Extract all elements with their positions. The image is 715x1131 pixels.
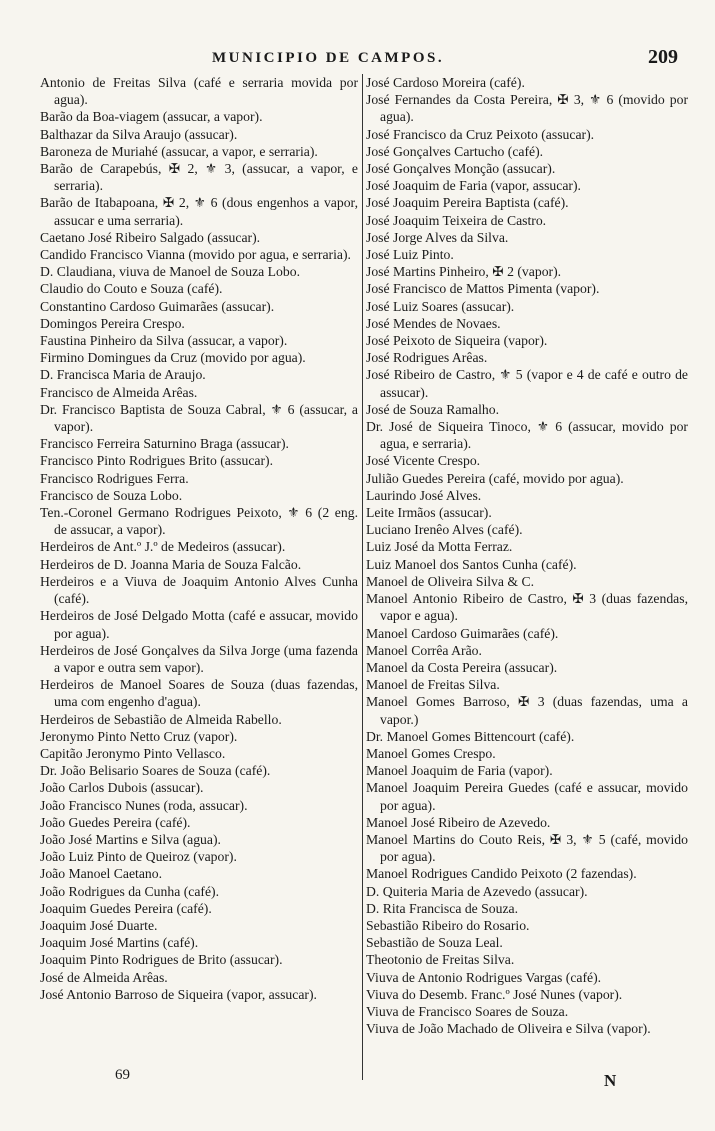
- list-item: José Vicente Crespo.: [366, 453, 481, 469]
- list-item: José Fernandes da Costa Pereira, ✠ 3, ⚜ 6 (movido por agua).: [366, 92, 688, 125]
- list-item: Manoel Antonio Ribeiro de Castro, ✠ 3 (duas fazendas, vapor e agua).: [366, 591, 688, 624]
- list-item: Antonio de Freitas Silva (café e serraria movida por agua).: [40, 75, 358, 108]
- list-item: João Manoel Caetano.: [40, 866, 163, 882]
- list-item: Francisco de Almeida Arêas.: [40, 384, 198, 400]
- list-item: Barão da Boa-viagem (assucar, a vapor).: [40, 109, 263, 125]
- list-item: João Carlos Dubois (assucar).: [40, 780, 204, 796]
- list-item: Herdeiros de D. Joanna Maria de Souza Falcão.: [40, 556, 302, 572]
- list-item: Manoel de Freitas Silva.: [366, 677, 500, 693]
- list-item: José Joaquim Pereira Baptista (café).: [366, 195, 569, 211]
- list-item: Dr. João Belisario Soares de Souza (café).: [40, 763, 271, 779]
- page-title: MUNICIPIO DE CAMPOS.: [212, 50, 445, 66]
- list-item: Herdeiros de Ant.º J.º de Medeiros (assucar).: [40, 539, 286, 555]
- list-item: Julião Guedes Pereira (café, movido por agua).: [366, 470, 624, 486]
- list-item: Herdeiros de José Gonçalves da Silva Jorge (uma fazenda a vapor e outra sem vapor).: [40, 642, 358, 675]
- list-item: Manoel Cardoso Guimarães (café).: [366, 625, 559, 641]
- list-item: Francisco Ferreira Saturnino Braga (assucar).: [40, 436, 289, 452]
- list-item: Manoel José Ribeiro de Azevedo.: [366, 814, 551, 830]
- list-item: Francisco Rodrigues Ferra.: [40, 470, 189, 486]
- list-item: Manoel Gomes Crespo.: [366, 745, 496, 761]
- list-item: Laurindo José Alves.: [366, 487, 482, 503]
- list-item: Joaquim José Duarte.: [40, 917, 158, 933]
- list-item: Dr. José de Siqueira Tinoco, ⚜ 6 (assucar, movido por agua, e serraria).: [366, 419, 688, 452]
- list-item: José de Almeida Arêas.: [40, 969, 168, 985]
- list-item: José Joaquim Teixeira de Castro.: [366, 212, 547, 228]
- list-item: Firmino Domingues da Cruz (movido por agua).: [40, 350, 306, 366]
- list-item: Theotonio de Freitas Silva.: [366, 952, 515, 968]
- column-divider: [362, 74, 363, 1080]
- list-item: José Rodrigues Arêas.: [366, 350, 488, 366]
- list-item: Claudio do Couto e Souza (café).: [40, 281, 223, 297]
- list-item: Jeronymo Pinto Netto Cruz (vapor).: [40, 728, 238, 744]
- page-header: [0, 46, 715, 76]
- list-item: Francisco de Souza Lobo.: [40, 487, 183, 503]
- list-item: José Jorge Alves da Silva.: [366, 229, 509, 245]
- list-item: José Peixoto de Siqueira (vapor).: [366, 333, 548, 349]
- list-item: Viuva de Antonio Rodrigues Vargas (café).: [366, 969, 602, 985]
- list-item: Constantino Cardoso Guimarães (assucar).: [40, 298, 275, 314]
- list-item: José Mendes de Novaes.: [366, 315, 501, 331]
- page-number: 209: [648, 46, 678, 68]
- list-item: José Francisco de Mattos Pimenta (vapor).: [366, 281, 600, 297]
- list-item: Manoel Gomes Barroso, ✠ 3 (duas fazendas, uma a vapor.): [366, 694, 688, 727]
- list-item: Manoel da Costa Pereira (assucar).: [366, 659, 558, 675]
- list-item: Manoel de Oliveira Silva & C.: [366, 573, 535, 589]
- list-item: Caetano José Ribeiro Salgado (assucar).: [40, 229, 261, 245]
- list-item: João José Martins e Silva (agua).: [40, 831, 221, 847]
- list-item: Herdeiros de Sebastião de Almeida Rabello.: [40, 711, 282, 727]
- list-item: Manoel Corrêa Arão.: [366, 642, 482, 658]
- list-item: Herdeiros e a Viuva de Joaquim Antonio Alves Cunha (café).: [40, 573, 358, 607]
- list-item: Herdeiros de José Delgado Motta (café e assucar, movido por agua).: [40, 608, 358, 641]
- left-column: [40, 74, 358, 1003]
- list-item: Manoel Martins do Couto Reis, ✠ 3, ⚜ 5 (café, movido por agua).: [366, 831, 688, 865]
- list-item: Herdeiros de Manoel Soares de Souza (duas fazendas, uma com engenho d'agua).: [40, 677, 358, 710]
- list-item: José Gonçalves Cartucho (café).: [366, 143, 544, 159]
- list-item: José Gonçalves Monção (assucar).: [366, 161, 556, 177]
- list-item: Barão de Itabapoana, ✠ 2, ⚜ 6 (dous engenhos a vapor, assucar e uma serraria).: [40, 195, 358, 228]
- list-item: José Antonio Barroso de Siqueira (vapor, assucar).: [40, 986, 317, 1002]
- list-item: Baroneza de Muriahé (assucar, a vapor, e serraria).: [40, 143, 318, 159]
- list-item: Faustina Pinheiro da Silva (assucar, a vapor).: [40, 333, 288, 349]
- list-item: Dr. Francisco Baptista de Souza Cabral, ⚜ 6 (assucar, a vapor).: [40, 401, 358, 435]
- list-item: Joaquim Guedes Pereira (café).: [40, 900, 212, 916]
- list-item: D. Rita Francisca de Souza.: [366, 900, 519, 916]
- list-item: Manoel Joaquim de Faria (vapor).: [366, 763, 553, 779]
- list-item: Dr. Manoel Gomes Bittencourt (café).: [366, 728, 575, 744]
- list-item: Luiz Manoel dos Santos Cunha (café).: [366, 556, 577, 572]
- list-item: Francisco Pinto Rodrigues Brito (assucar).: [40, 453, 274, 469]
- list-item: Sebastião de Souza Leal.: [366, 935, 503, 951]
- list-item: Domingos Pereira Crespo.: [40, 315, 185, 331]
- list-item: José Cardoso Moreira (café).: [366, 75, 525, 90]
- signature-letter: N: [604, 1071, 617, 1090]
- list-item: Candido Francisco Vianna (movido por agua, e serraria).: [40, 247, 351, 263]
- list-item: José Joaquim de Faria (vapor, assucar).: [366, 178, 581, 194]
- list-item: Viuva de Francisco Soares de Souza.: [366, 1003, 569, 1019]
- list-item: João Francisco Nunes (roda, assucar).: [40, 797, 248, 813]
- list-item: Luciano Irenêo Alves (café).: [366, 522, 523, 538]
- list-item: José Ribeiro de Castro, ⚜ 5 (vapor e 4 de café e outro de assucar).: [366, 367, 688, 400]
- list-item: Sebastião Ribeiro do Rosario.: [366, 917, 530, 933]
- list-item: Luiz José da Motta Ferraz.: [366, 539, 513, 555]
- list-item: Joaquim Pinto Rodrigues de Brito (assucar).: [40, 952, 283, 968]
- list-item: Manoel Rodrigues Candido Peixoto (2 fazendas).: [366, 866, 637, 882]
- list-item: Joaquim José Martins (café).: [40, 935, 199, 951]
- list-item: João Rodrigues da Cunha (café).: [40, 883, 220, 899]
- list-item: Leite Irmãos (assucar).: [366, 505, 492, 521]
- list-item: José Luiz Pinto.: [366, 247, 454, 263]
- right-column: [366, 74, 688, 1037]
- list-item: José Martins Pinheiro, ✠ 2 (vapor).: [366, 264, 562, 280]
- list-item: José de Souza Ramalho.: [366, 401, 500, 417]
- list-item: José Luiz Soares (assucar).: [366, 298, 515, 314]
- list-item: D. Claudiana, viuva de Manoel de Souza Lobo.: [40, 264, 300, 280]
- list-item: Ten.-Coronel Germano Rodrigues Peixoto, ⚜ 6 (2 eng. de assucar, a vapor).: [40, 505, 358, 538]
- list-item: Barão de Carapebús, ✠ 2, ⚜ 3, (assucar, a vapor, e serraria).: [40, 161, 358, 194]
- list-item: José Francisco da Cruz Peixoto (assucar).: [366, 126, 595, 142]
- list-item: Manoel Joaquim Pereira Guedes (café e assucar, movido por agua).: [366, 780, 688, 813]
- list-item: João Guedes Pereira (café).: [40, 814, 191, 830]
- list-item: Viuva do Desemb. Franc.º José Nunes (vapor).: [366, 986, 623, 1002]
- list-item: Capitão Jeronymo Pinto Vellasco.: [40, 745, 226, 761]
- list-item: Balthazar da Silva Araujo (assucar).: [40, 126, 238, 142]
- list-item: Viuva de João Machado de Oliveira e Silva (vapor).: [366, 1021, 651, 1037]
- signature-mark: 69: [115, 1067, 130, 1083]
- list-item: João Luiz Pinto de Queiroz (vapor).: [40, 849, 237, 865]
- list-item: D. Quiteria Maria de Azevedo (assucar).: [366, 883, 588, 899]
- list-item: D. Francisca Maria de Araujo.: [40, 367, 206, 383]
